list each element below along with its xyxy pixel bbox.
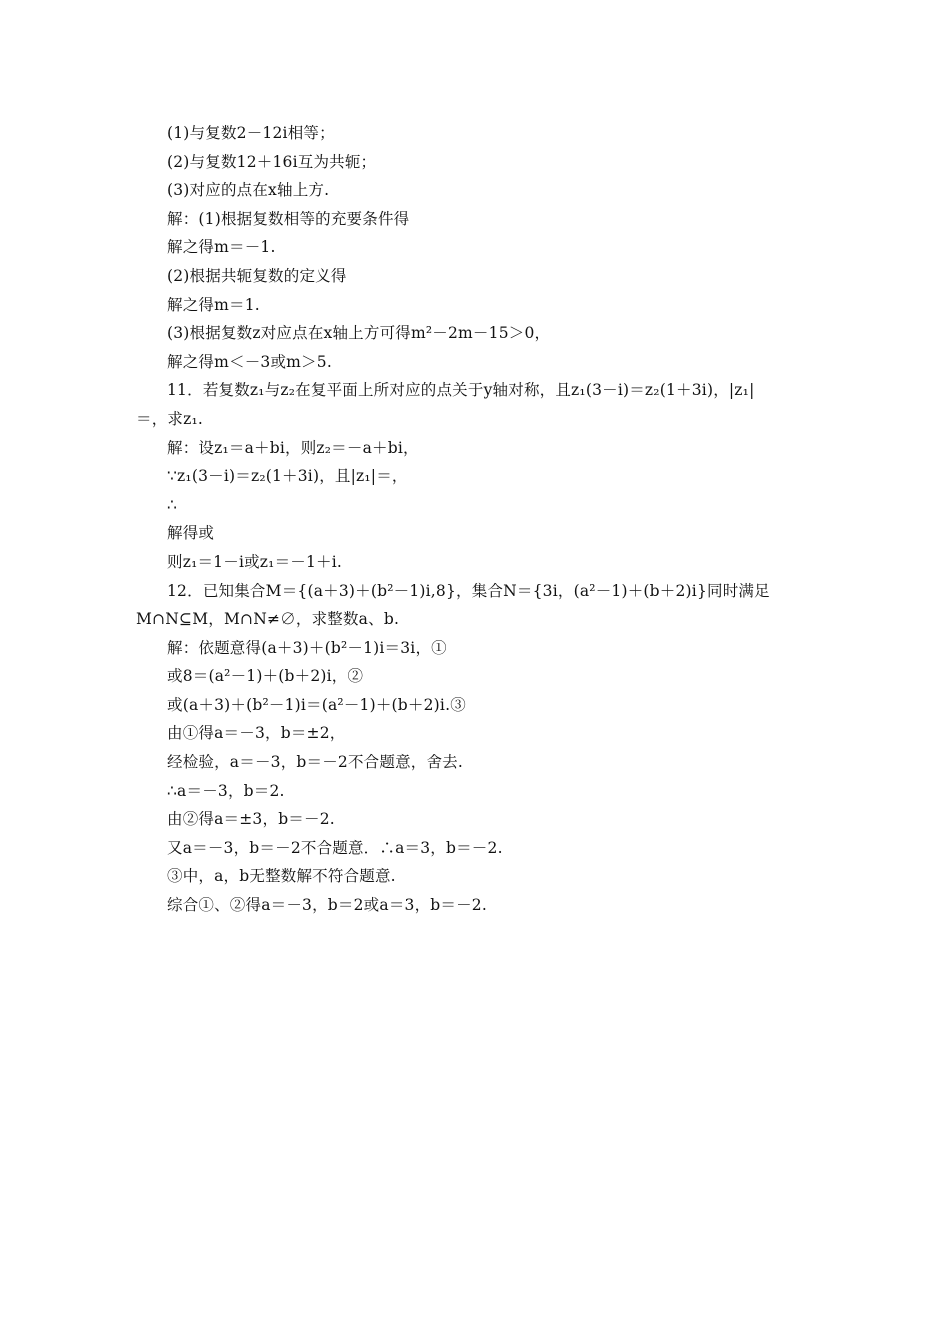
text-line: ∴a＝－3，b＝2. bbox=[167, 781, 285, 800]
problem-12-statement-cont: M∩N⊆M，M∩N≠∅，求整数a、b. bbox=[136, 610, 400, 629]
problem-11-statement: 11．若复数z₁与z₂在复平面上所对应的点关于y轴对称，且z₁(3－i)＝z₂(1＋3i)，|z₁| bbox=[167, 381, 755, 400]
text-line: (1)与复数2－12i相等； bbox=[167, 124, 335, 142]
text-line: 则z₁＝1－i或z₁＝－1＋i. bbox=[167, 552, 343, 571]
text-line: ∴ bbox=[167, 495, 178, 514]
text-line: 解之得m＜－3或m＞5. bbox=[167, 352, 332, 371]
text-line: 由①得a＝－3，b＝±2， bbox=[167, 724, 346, 743]
text-line: 解：依题意得(a＋3)＋(b²－1)i＝3i，① bbox=[167, 638, 447, 657]
text-line: 或8＝(a²－1)＋(b＋2)i，② bbox=[167, 667, 364, 686]
text-line: 又a＝－3，b＝－2不合题意．∴a＝3，b＝－2. bbox=[167, 838, 503, 857]
text-line: 解之得m＝1. bbox=[167, 295, 260, 314]
text-line: 解之得m＝－1. bbox=[167, 238, 276, 257]
text-line: 经检验，a＝－3，b＝－2不合题意，舍去. bbox=[167, 753, 464, 772]
solution-text bbox=[136, 119, 836, 920]
text-line: ∵z₁(3－i)＝z₂(1＋3i)，且|z₁|＝， bbox=[167, 467, 408, 486]
text-line: (3)对应的点在x轴上方. bbox=[167, 181, 330, 200]
text-line: ③中，a，b无整数解不符合题意. bbox=[167, 867, 396, 886]
text-line: (2)与复数12＋16i互为共轭； bbox=[167, 152, 377, 171]
text-line: 综合①、②得a＝－3，b＝2或a＝3，b＝－2. bbox=[167, 896, 488, 915]
text-line: 解得或 bbox=[167, 524, 215, 543]
text-line: (3)根据复数z对应点在x轴上方可得m²－2m－15＞0， bbox=[167, 324, 551, 343]
text-line: 解：设z₁＝a＋bi，则z₂＝－a＋bi， bbox=[167, 438, 419, 457]
text-line: (2)根据共轭复数的定义得 bbox=[167, 266, 347, 285]
text-line: 由②得a＝±3，b＝－2. bbox=[167, 810, 335, 829]
problem-12-statement: 12．已知集合M＝{(a＋3)＋(b²－1)i,8}，集合N＝{3i，(a²－1)＋(b＋2)i}同时满足 bbox=[167, 581, 770, 600]
problem-11-statement-cont: ＝，求z₁. bbox=[136, 409, 204, 428]
text-line: 解：(1)根据复数相等的充要条件得 bbox=[167, 209, 410, 228]
text-line: 或(a＋3)＋(b²－1)i＝(a²－1)＋(b＋2)i.③ bbox=[167, 695, 466, 714]
